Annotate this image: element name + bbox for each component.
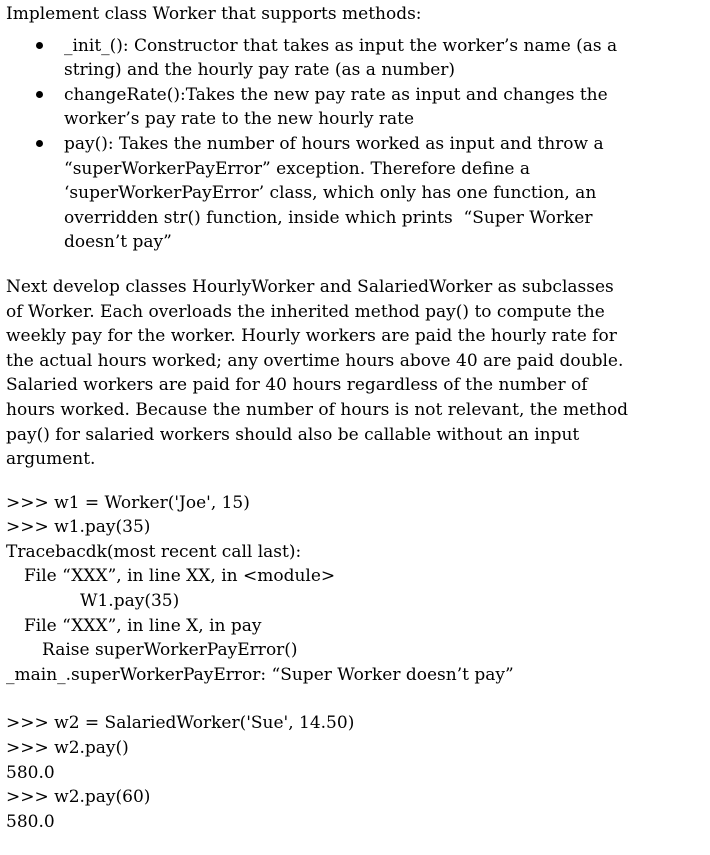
bullet-dot-icon	[36, 91, 43, 98]
code-line: 580.0	[6, 762, 55, 783]
document-page	[6, 0, 706, 834]
code-line: >>> w2.pay()	[6, 738, 129, 759]
list-item-init	[6, 34, 706, 83]
bullet-line: “superWorkerPayError” exception. Therefore define a	[64, 158, 530, 179]
paragraph-line: Next develop classes HourlyWorker and SalariedWorker as subclasses	[6, 276, 614, 297]
example-session-2	[6, 711, 706, 834]
list-item-changerate	[6, 83, 706, 132]
bullet-line: doesn’t pay”	[64, 232, 172, 253]
paragraph-line: pay() for salaried workers should also be callable without an input	[6, 424, 580, 445]
code-line: File “XXX”, in line X, in pay	[24, 615, 262, 636]
bullet-line: worker’s pay rate to the new hourly rate	[64, 109, 415, 130]
bullet-dot-icon	[36, 140, 43, 147]
paragraph-line: argument.	[6, 449, 96, 470]
paragraph-line: Salaried workers are paid for 40 hours regardless of the number of	[6, 375, 588, 396]
code-line: >>> w2.pay(60)	[6, 787, 151, 808]
code-line: >>> w1.pay(35)	[6, 517, 151, 538]
code-line: File “XXX”, in line XX, in <module>	[24, 566, 336, 587]
bullet-line: string) and the hourly pay rate (as a number)	[64, 60, 456, 81]
code-line: 580.0	[6, 811, 55, 832]
list-item-pay	[6, 132, 706, 255]
bullet-line: pay(): Takes the number of hours worked as input and throw a	[64, 133, 604, 154]
paragraph-line: hours worked. Because the number of hours is not relevant, the method	[6, 399, 629, 420]
paragraph-line: the actual hours worked; any overtime hours above 40 are paid double.	[6, 350, 624, 371]
paragraph-line: of Worker. Each overloads the inherited method pay() to compute the	[6, 301, 605, 322]
bullet-line: ‘superWorkerPayError’ class, which only has one function, an	[64, 183, 597, 204]
paragraph-line: weekly pay for the worker. Hourly workers are paid the hourly rate for	[6, 326, 617, 347]
bullet-dot-icon	[36, 42, 43, 49]
code-line: Tracebacdk(most recent call last):	[6, 541, 302, 562]
example-session-1	[6, 491, 706, 688]
code-line: W1.pay(35)	[80, 591, 180, 612]
intro-text: Implement class Worker that supports methods:	[6, 4, 422, 24]
method-list	[6, 34, 706, 255]
code-line: Raise superWorkerPayError()	[42, 640, 298, 661]
code-line: >>> w1 = Worker('Joe', 15)	[6, 492, 250, 513]
bullet-line: _init_(): Constructor that takes as input the worker’s name (as a	[64, 35, 618, 56]
subclass-paragraph	[6, 275, 706, 472]
bullet-line: changeRate():Takes the new pay rate as input and changes the	[64, 84, 608, 105]
code-line: >>> w2 = SalariedWorker('Sue', 14.50)	[6, 713, 355, 734]
bullet-line: overridden str() function, inside which prints “Super Worker	[64, 207, 593, 228]
code-line: _main_.superWorkerPayError: “Super Worker doesn’t pay”	[6, 664, 514, 685]
